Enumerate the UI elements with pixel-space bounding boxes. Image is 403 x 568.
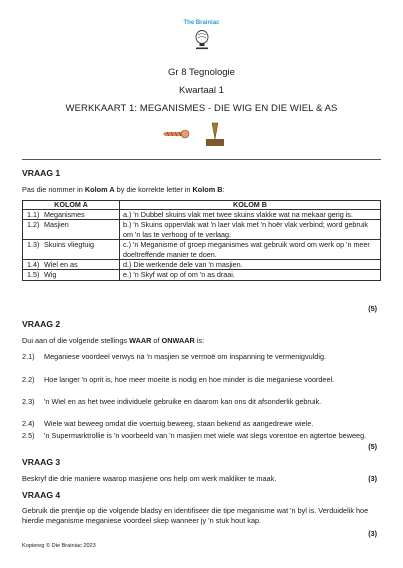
table-row: 1.1) Meganismes a.) 'n Dubbel skuins vlak met twee skuins vlakke wat na mekaar gerig is. [23, 210, 381, 220]
term-heading: Kwartaal 1 [179, 85, 224, 96]
q2-marks: (5) [368, 442, 377, 451]
table-row: 1.3) Skuins vliegtuig c.) 'n Meganisme of groep meganismes wat gebruik word om werk op 'n meer doeltreffende manier te doen. [23, 240, 381, 260]
q2-heading: VRAAG 2 [22, 319, 61, 329]
screw-illustration-icon [163, 123, 191, 145]
q1-marks: (5) [368, 304, 377, 313]
q3-text: Beskryf die drie maniere waarop masjiene ons help om werk makliker te maak. [22, 474, 277, 483]
worksheet-page: The Brainiac Gr 8 Tegnologie Kwartaal 1 WERKKAART 1: MEGANISMES - DIE WIG EN DIE WIEL & AS VRAAG 1 Pas die nommer in Kolom A by die korrekte letter in Kolom B: KOLOM A KOLOM B 1.1) Meganismes a.) 'n Dubbel skuins vlak met twee skuins vlakke wat na mekaar gerig is. 1.2) Masjien b.) 'n Skuins oppervlak wat 'n laer vlak met 'n hoër vlak verbind; word gebruik om 'n las te verhoog of te verlaag. 1.3) Skuins vliegtuig c.) 'n Meganisme of groep meganismes wat gebruik word om werk op 'n meer doeltreffende manier te doen. 1.4) Wiel en as d.) Die werkende dele van 'n masjien. 1.5) Wig e.) 'n Skyf wat op of om 'n as draai. (5) VRAAG 2 Dui aan of die volgende stellings WAAR of ONWAAR is: 2.1) Meganiese voordeel verwys na 'n masjien se vermoë om inspanning te vermenigvuldig. 2.2) Hoe langer 'n oprit is, hoe meer moeite is nodig en hoe minder is die meganiese voordeel. 2.3) 'n Wiel en as het twee individuele gebruike en daarom kan ons dit afsonderlik gebruik. 2.4) Wiele wat beweeg omdat die voertuig beweeg, staan bekend as aangedrewe wiele. 2.5) 'n Supermarktrollie is 'n voorbeeld van 'n masjien met wiele wat slegs vorentoe en agtertoe beweeg. (5) VRAAG 3 Beskryf die drie maniere waarop masjiene ons help om werk makliker te maak. (3) VRAAG 4 Gebruik die prentjie op die volgende bladsy en identifiseer die tipe meganisme wat 'n byl is. Verduidelik hoe hierdie meganisme meganiese voordeel skep wanneer jy 'n stuk hout kap. (3) Kopiereg © Die Brainiac 2023 [0, 0, 403, 568]
table-row: 1.2) Masjien b.) 'n Skuins oppervlak wat 'n laer vlak met 'n hoër vlak verbind; word gebruik om 'n las te verhoog of te verlaag. [23, 220, 381, 240]
q2-instruction: Dui aan of die volgende stellings WAAR of ONWAAR is: [22, 336, 205, 345]
q1-heading: VRAAG 1 [22, 168, 61, 178]
q3-heading: VRAAG 3 [22, 457, 61, 467]
column-b-header: KOLOM B [120, 201, 381, 210]
matching-table [22, 200, 381, 281]
copyright-footer: Kopiereg © Die Brainiac 2023 [22, 543, 96, 549]
header-divider [22, 159, 381, 160]
table-row: 1.5) Wig e.) 'n Skyf wat op of om 'n as draai. [23, 270, 381, 280]
q4-heading: VRAAG 4 [22, 490, 61, 500]
q4-text: Gebruik die prentjie op die volgende bladsy en identifiseer die tipe meganisme wat 'n byl is. Verduidelik hoe hierdie meganisme meganiese voordeel skep wanneer jy 'n stuk hout kap. [22, 506, 369, 525]
q3-marks: (3) [368, 474, 377, 483]
grade-heading: Gr 8 Tegnologie [168, 67, 235, 78]
brainiac-logo-icon [193, 29, 211, 51]
q1-instruction: Pas die nommer in Kolom A by die korrekte letter in Kolom B: [22, 185, 225, 194]
column-a-header: KOLOM A [23, 201, 120, 210]
q4-marks: (3) [368, 529, 377, 538]
table-row: 1.4) Wiel en as d.) Die werkende dele van 'n masjien. [23, 260, 381, 270]
brand-name: The Brainiac [183, 20, 220, 26]
worksheet-title: WERKKAART 1: MEGANISMES - DIE WIG EN DIE WIEL & AS [65, 103, 338, 114]
wedge-illustration-icon [204, 121, 226, 147]
